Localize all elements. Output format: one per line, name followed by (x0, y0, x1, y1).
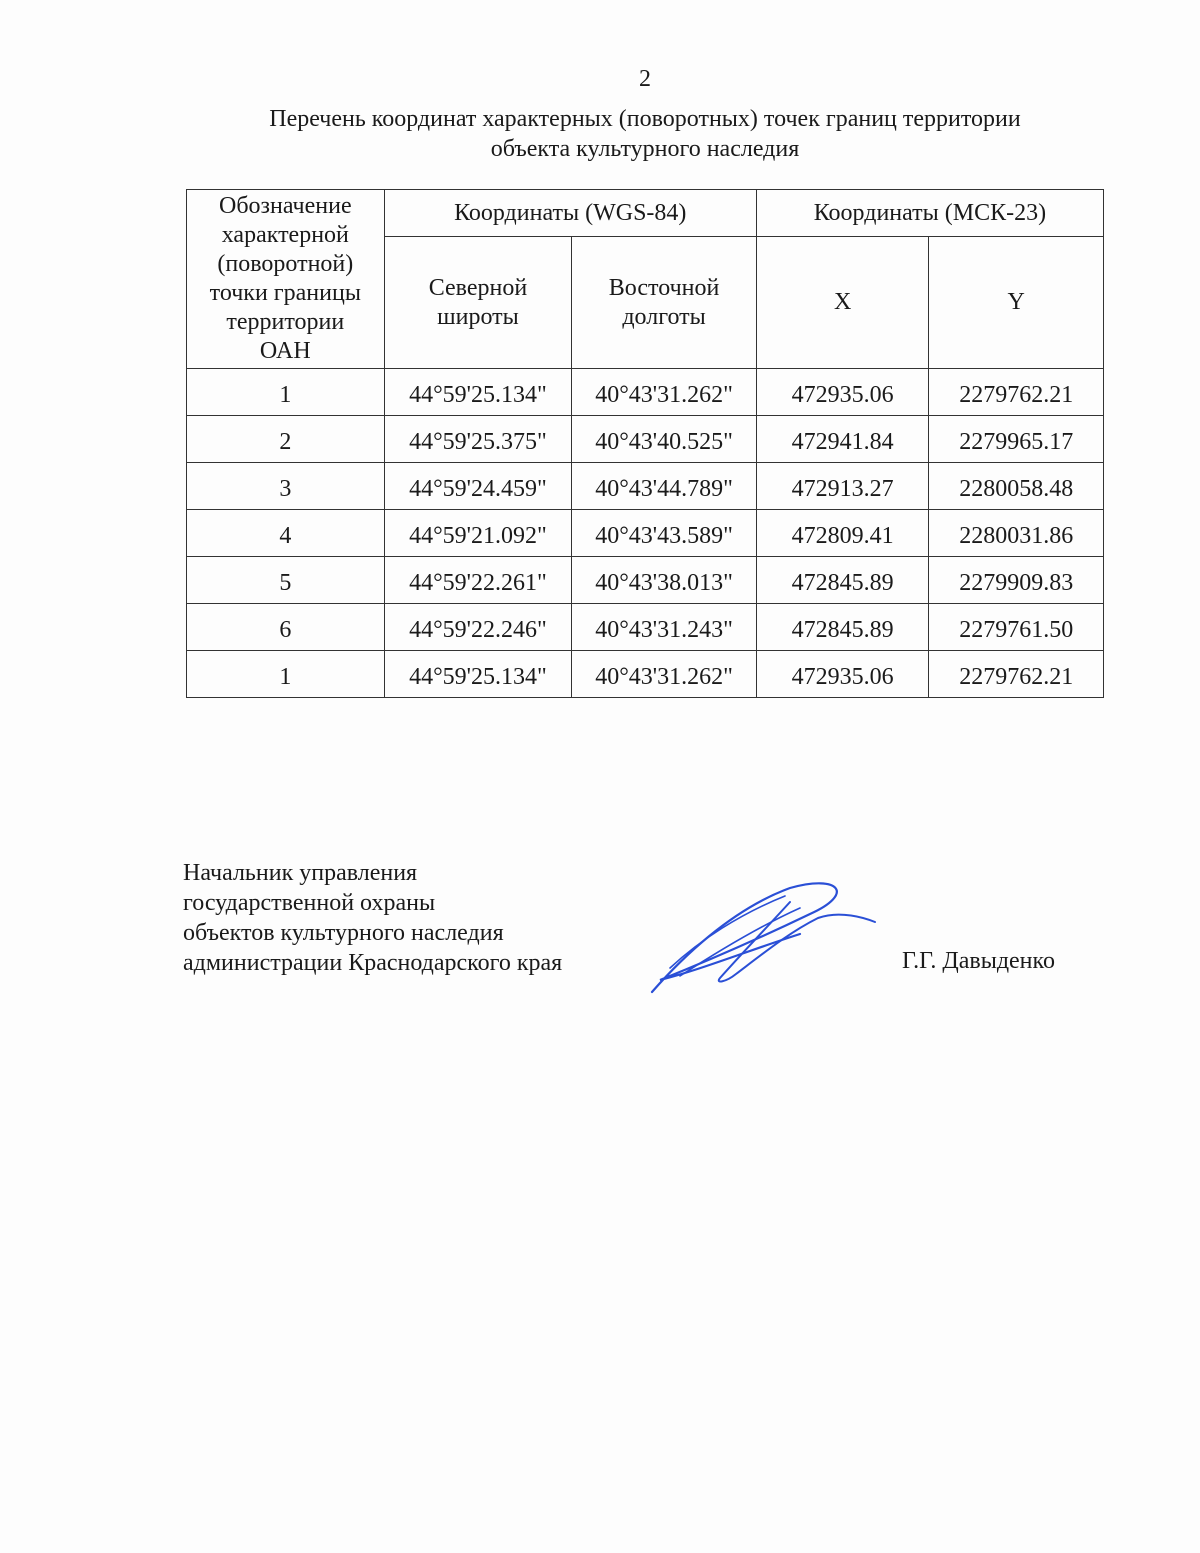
signature-stroke (670, 896, 800, 976)
table-row (187, 510, 1104, 557)
cell-y: 2279761.50 (929, 604, 1104, 651)
cell-y: 2279762.21 (929, 369, 1104, 416)
cell-y: 2280031.86 (929, 510, 1104, 557)
table-row (187, 416, 1104, 463)
table-header-row-1 (187, 190, 1104, 237)
signer-position-line: объектов культурного наследия (183, 920, 504, 946)
signer-position-line: Начальник управления (183, 860, 418, 886)
cell-y: 2280058.48 (929, 463, 1104, 510)
header-longitude: Восточной долготы (572, 237, 757, 369)
cell-point: 4 (187, 510, 385, 557)
table-row (187, 463, 1104, 510)
cell-point: 2 (187, 416, 385, 463)
handwritten-signature (640, 880, 880, 1000)
header-point-designation: Обозначение характерной (поворотной) точки границы территории ОАН (187, 190, 385, 369)
table-row (187, 651, 1104, 698)
cell-longitude: 40°43'31.262" (572, 369, 757, 416)
table-row (187, 369, 1104, 416)
cell-x: 472913.27 (756, 463, 929, 510)
cell-latitude: 44°59'21.092" (384, 510, 572, 557)
cell-y: 2279909.83 (929, 557, 1104, 604)
document-title (160, 104, 1130, 164)
cell-latitude: 44°59'24.459" (384, 463, 572, 510)
cell-point: 1 (187, 369, 385, 416)
signer-position-line: государственной охраны (183, 890, 436, 916)
cell-x: 472845.89 (756, 604, 929, 651)
header-group-wgs84: Координаты (WGS-84) (384, 190, 756, 237)
coordinates-table (186, 189, 1104, 698)
cell-point: 1 (187, 651, 385, 698)
title-line-1: Перечень координат характерных (поворотных) точек границ территории (269, 106, 1021, 132)
cell-point: 5 (187, 557, 385, 604)
table-row (187, 604, 1104, 651)
cell-y: 2279762.21 (929, 651, 1104, 698)
table-row (187, 557, 1104, 604)
cell-longitude: 40°43'31.262" (572, 651, 757, 698)
page-number: 2 (639, 66, 651, 92)
cell-y: 2279965.17 (929, 416, 1104, 463)
cell-point: 6 (187, 604, 385, 651)
cell-longitude: 40°43'38.013" (572, 557, 757, 604)
header-y: Y (929, 237, 1104, 369)
cell-x: 472935.06 (756, 651, 929, 698)
signer-name: Г.Г. Давыденко (902, 948, 1055, 974)
cell-latitude: 44°59'25.134" (384, 651, 572, 698)
cell-x: 472941.84 (756, 416, 929, 463)
header-latitude: Северной широты (384, 237, 572, 369)
cell-x: 472809.41 (756, 510, 929, 557)
cell-x: 472935.06 (756, 369, 929, 416)
cell-x: 472845.89 (756, 557, 929, 604)
cell-longitude: 40°43'43.589" (572, 510, 757, 557)
cell-longitude: 40°43'31.243" (572, 604, 757, 651)
header-group-msk23: Координаты (МСК-23) (756, 190, 1103, 237)
cell-latitude: 44°59'22.261" (384, 557, 572, 604)
signer-position-line: администрации Краснодарского края (183, 950, 563, 976)
cell-point: 3 (187, 463, 385, 510)
title-line-2: объекта культурного наследия (490, 136, 800, 162)
cell-latitude: 44°59'25.375" (384, 416, 572, 463)
cell-latitude: 44°59'25.134" (384, 369, 572, 416)
signature-stroke (719, 902, 875, 981)
header-x: X (756, 237, 929, 369)
cell-longitude: 40°43'40.525" (572, 416, 757, 463)
cell-longitude: 40°43'44.789" (572, 463, 757, 510)
cell-latitude: 44°59'22.246" (384, 604, 572, 651)
signer-position (183, 858, 562, 978)
